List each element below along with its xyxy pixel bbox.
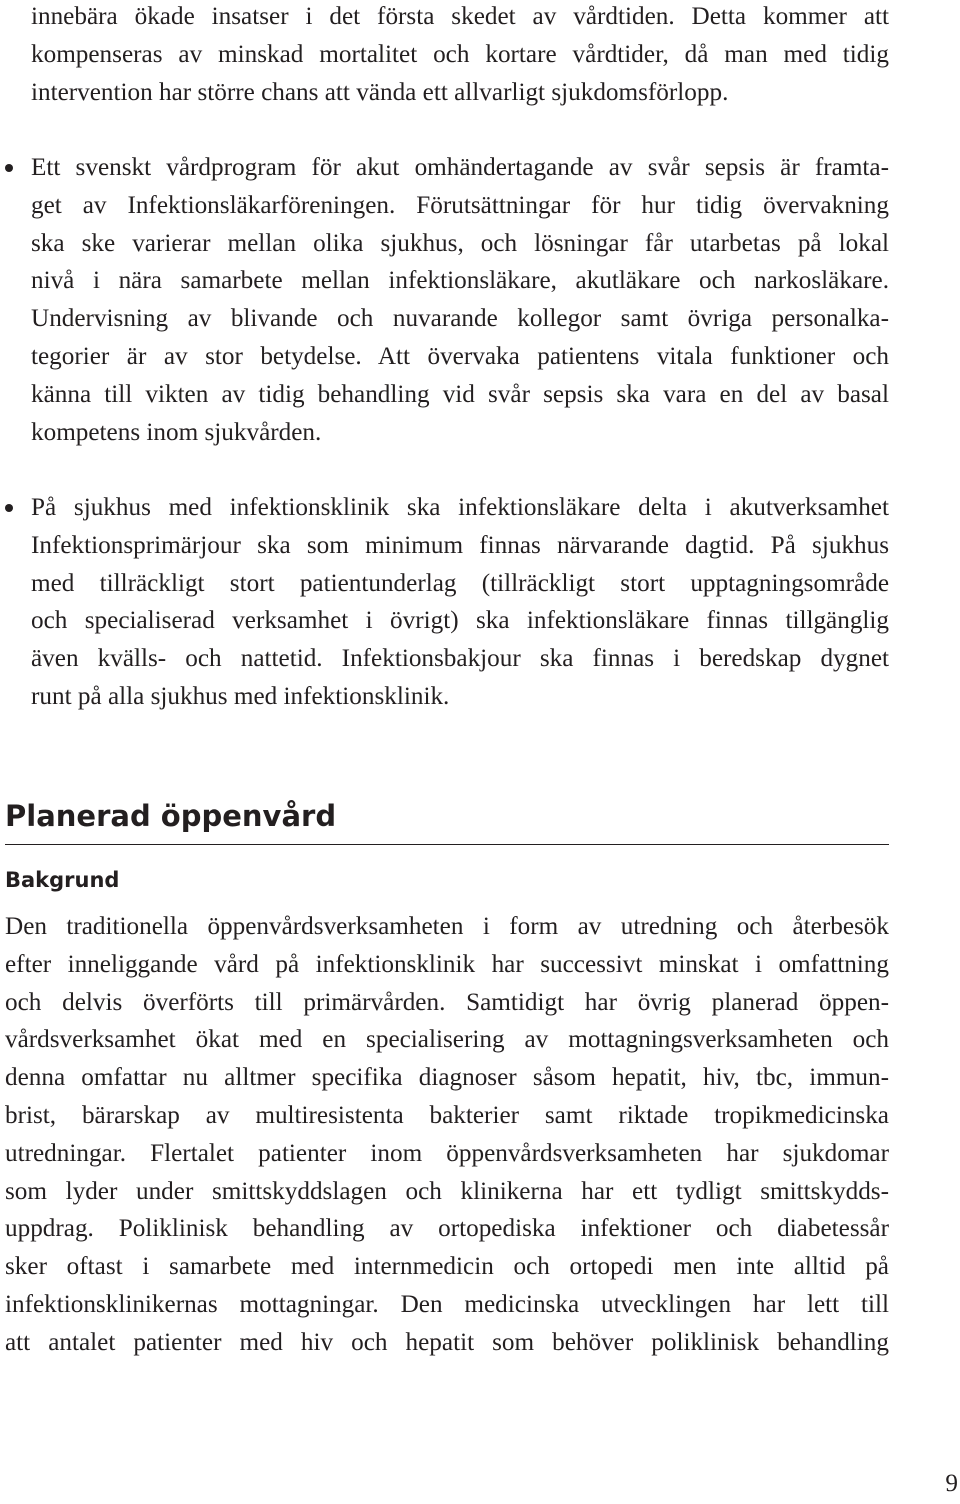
text-line: Infektionsprimärjour ska som minimum finnas närvarande dagtid. På sjukhus [31, 531, 889, 559]
text-line: att antalet patienter med hiv och hepatit som behöver poliklinisk behandling [5, 1328, 889, 1356]
text-line: runt på alla sjukhus med infektionsklinik. [31, 682, 450, 710]
text-line: Den traditionella öppenvårdsverksamheten i form av utredning och återbesök [5, 913, 889, 940]
text-line: vårdsverksamhet ökat med en specialisering av mottagningsverksamheten och [5, 1026, 889, 1054]
text-line: känna till vikten av tidig behandling vid svår sepsis ska vara en del av basal [31, 380, 889, 408]
section-heading: Planerad öppenvård [5, 799, 337, 833]
text-line: och specialiserad verksamhet i övrigt) ska infektionsläkare finnas tillgänglig [31, 607, 889, 635]
section-subheading: Bakgrund [5, 868, 120, 892]
continuation-paragraph [31, 0, 889, 111]
text-line: tegorier är av stor betydelse. Att övervaka patientens vitala funktioner och [31, 342, 889, 370]
text-line: efter inneliggande vård på infektionsklinik har successivt minskat i omfattning [5, 950, 889, 978]
text-line: kompetens inom sjukvården. [31, 418, 322, 446]
text-line: och delvis överförts till primärvården. Samtidigt har övrig planerad öppen- [5, 988, 889, 1016]
section-body-paragraph [5, 908, 889, 1362]
text-line: som lyder under smittskyddslagen och klinikerna har ett tydligt smittskydds- [5, 1177, 889, 1205]
text-line: med tillräckligt stort patientunderlag (tillräckligt stort upptagningsområde [31, 569, 889, 597]
bullet-icon [5, 504, 13, 512]
text-line: nivå i nära samarbete mellan infektionsläkare, akutläkare och narkosläkare. [31, 267, 889, 295]
text-line: infektionsklinikernas mottagningar. Den medicinska utvecklingen har lett till [5, 1290, 889, 1318]
heading-divider [5, 844, 889, 845]
text-line: brist, bärarskap av multiresistenta bakterier samt riktade tropikmedicinska [5, 1101, 889, 1129]
text-line: även kvälls- och nattetid. Infektionsbakjour ska finnas i beredskap dygnet [31, 645, 889, 673]
text-line: Ett svenskt vårdprogram för akut omhändertagande av svår sepsis är framta- [31, 154, 889, 181]
text-line: uppdrag. Poliklinisk behandling av ortopediska infektioner och diabetessår [5, 1215, 889, 1243]
bullet-paragraph [31, 149, 889, 451]
text-line: utredningar. Flertalet patienter inom öppenvårdsverksamheten har sjukdomar [5, 1139, 889, 1167]
bullet-icon [5, 164, 13, 172]
text-line: denna omfattar nu alltmer specifika diagnoser såsom hepatit, hiv, tbc, immun- [5, 1064, 889, 1092]
text-line: På sjukhus med infektionsklinik ska infektionsläkare delta i akutverksamhet [31, 494, 889, 521]
text-line: kompenseras av minskad mortalitet och kortare vårdtider, då man med tidig [31, 40, 889, 68]
text-line: innebära ökade insatser i det första skedet av vårdtiden. Detta kommer att [31, 3, 889, 30]
text-line: get av Infektionsläkarföreningen. Förutsättningar för hur tidig övervakning [31, 191, 889, 219]
text-line: ska ske varierar mellan olika sjukhus, och lösningar får utarbetas på lokal [31, 229, 889, 257]
text-line: Undervisning av blivande och nuvarande kollegor samt övriga personalka- [31, 305, 889, 333]
bullet-paragraph [31, 489, 889, 716]
text-line: intervention har större chans att vända ett allvarligt sjukdomsförlopp. [31, 78, 729, 106]
text-line: sker oftast i samarbete med internmedicin och ortopedi men inte alltid på [5, 1253, 889, 1281]
page-number: 9 [945, 1470, 958, 1497]
